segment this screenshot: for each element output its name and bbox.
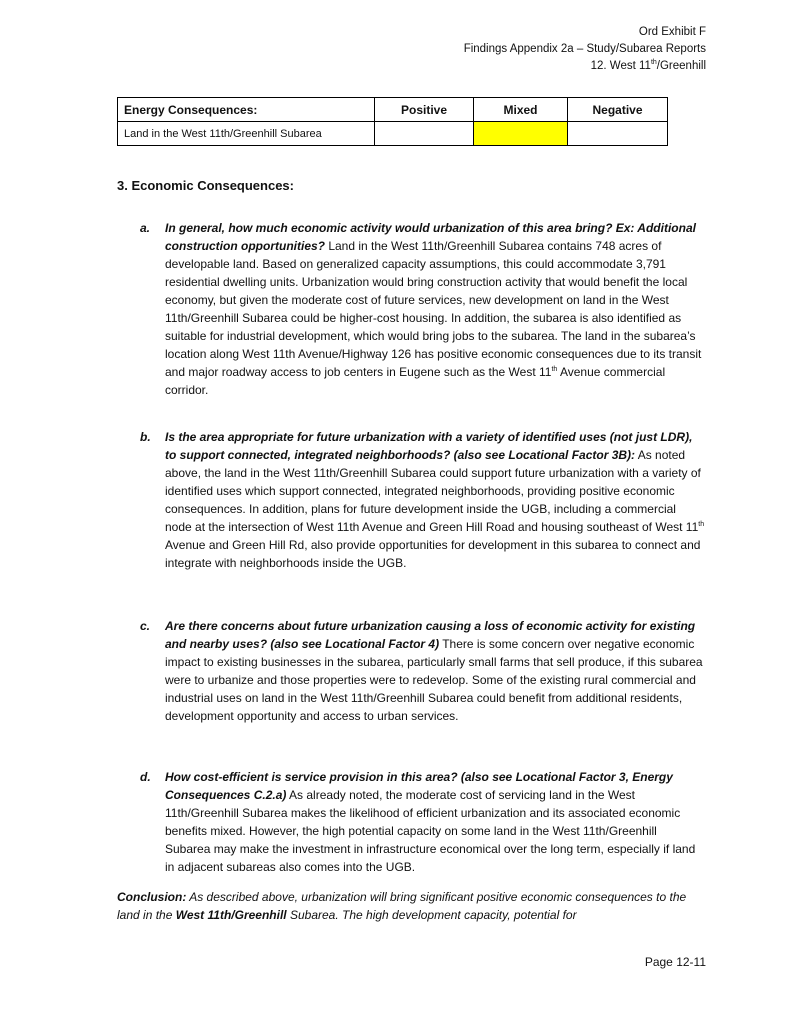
energy-consequences-table — [117, 97, 668, 146]
item-body: As already noted, the moderate cost of servicing land in the West 11th/Greenhill Subarea makes the likelihood of efficient urbanization and its associated economic benefits mixed. However, the high potential capacity on some land in the West 11th/Greenhill Subarea may make the investment in infrastructure economical over the long term, especially if land in adjacent subareas also comes into the UGB. — [165, 788, 696, 874]
item-question: In general, how much economic activity would urbanization of this area bring? Ex: Additional construction opportunities? — [165, 221, 696, 253]
item-question: Is the area appropriate for future urbanization with a variety of identified uses (not just LDR), to support connected, integrated neighborhoods? (also see Locational Factor 3B): — [165, 430, 693, 462]
positive-cell — [375, 122, 474, 146]
item-label: c. — [140, 619, 151, 633]
section-heading: 3. Economic Consequences: — [117, 178, 294, 193]
header-subarea-text: /Greenhill — [656, 60, 706, 72]
item-c — [140, 617, 705, 725]
conclusion — [117, 888, 707, 924]
item-body: Avenue commercial corridor. — [165, 365, 666, 397]
header-subarea — [464, 58, 706, 75]
page-number: Page 12-11 — [644, 955, 706, 969]
superscript: th — [551, 366, 558, 373]
header-exhibit: Ord Exhibit F — [638, 26, 706, 38]
item-label: a. — [140, 221, 151, 235]
superscript: th — [698, 521, 705, 528]
item-body: As noted above, the land in the West 11th/Greenhill Subarea could support future urbanization with a variety of identified uses which support connected, integrated neighborhoods, providing positive economic consequences. In addition, plans for future development inside the UGB, including a commercial node at the intersection of West 11th Avenue and Green Hill Road and housing southeast of West 11 — [165, 448, 701, 534]
item-body: Avenue and Green Hill Rd, also provide opportunities for development in this subarea to connect and integrate with neighborhoods inside the UGB. — [165, 538, 701, 570]
item-body: There is some concern over negative economic impact to existing businesses in the subarea, particularly small farms that sell produce, if this subarea were to urbanize and those properties were to redevelop. Some of the existing rural commercial and industrial uses on land in the West 11th/Greenhill Subarea could benefit from additional residents, development opportunity and access to urban services. — [165, 637, 703, 723]
column-header: Positive — [375, 98, 474, 122]
item-label: b. — [140, 430, 151, 444]
header-subarea-text: 12. West 11 — [590, 60, 651, 72]
conclusion-text: As described above, urbanization will bring significant positive economic consequences to the land in the — [117, 890, 687, 922]
item-b — [140, 428, 705, 572]
table-header-row — [118, 98, 668, 122]
mixed-cell-highlighted — [474, 122, 568, 146]
column-header: Negative — [568, 98, 668, 122]
conclusion-subarea: West 11th/Greenhill — [175, 908, 287, 922]
superscript: th — [650, 59, 657, 67]
conclusion-label: Conclusion: — [117, 890, 187, 904]
header-appendix: Findings Appendix 2a – Study/Subarea Reports — [463, 43, 706, 55]
negative-cell — [568, 122, 668, 146]
item-body: Land in the West 11th/Greenhill Subarea contains 748 acres of developable land. Based on generalized capacity assumptions, this could accommodate 3,791 residential dwelling units. Urbanization would bring construction activity that would benefit the local economy, but given the moderate cost of future services, new development on land in the West 11th/Greenhill Subarea could be higher-cost housing. In addition, the subarea is also identified as suitable for industrial development, which would bring jobs to the subarea. The land in the subarea’s location along West 11th Avenue/Highway 126 has positive economic consequences due to its transit and major roadway access to job centers in Eugene such as the West 11 — [165, 239, 702, 379]
item-label: d. — [140, 770, 151, 784]
item-a — [140, 219, 705, 399]
item-question: How cost-efficient is service provision in this area? (also see Locational Factor 3, Energy Consequences C.2.a) — [165, 770, 673, 802]
item-d — [140, 768, 705, 876]
row-label: Land in the West 11th/Greenhill Subarea — [118, 122, 375, 146]
column-header: Mixed — [474, 98, 568, 122]
page-header — [464, 24, 706, 75]
conclusion-text: Subarea. The high development capacity, potential for — [286, 908, 577, 922]
item-question: Are there concerns about future urbanization causing a loss of economic activity for existing and nearby uses? (also see Locational Factor 4) — [165, 619, 696, 651]
table-row — [118, 122, 668, 146]
column-header: Energy Consequences: — [118, 98, 375, 122]
